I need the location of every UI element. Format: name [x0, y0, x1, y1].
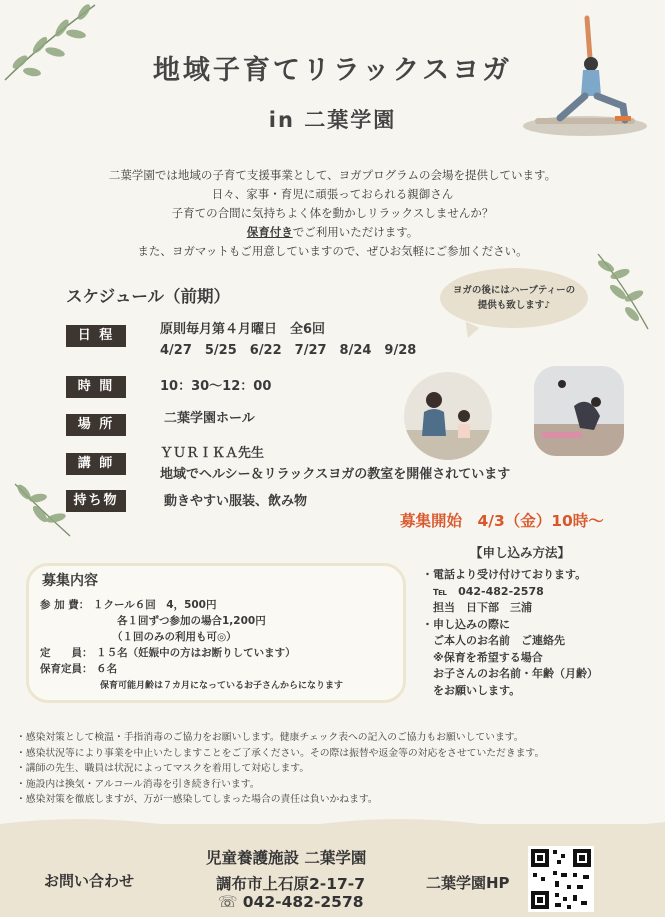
label-dates: 日 程	[66, 325, 126, 347]
intro-text	[40, 166, 625, 261]
intro-line-4-rest: でご利用いただけます。	[292, 225, 419, 239]
note-item: ・講師の先生、職員は状況によってマスクを着用して対応します。	[16, 763, 310, 774]
intro-line-2: 日々、家事・育児に頑張っておられる親御さん	[211, 187, 454, 201]
intro-line-3: 子育ての合間に気持ちよく体を動かしリラックスしませんか？	[171, 206, 494, 220]
footer-wave	[0, 814, 665, 834]
dates-list: 4/27 5/25 6/22 7/27 8/24 9/28	[160, 343, 417, 358]
instructor-name: ＹＵＲＩＫＡ先生	[160, 446, 265, 461]
intro-line-4	[40, 223, 625, 242]
apply-heading: 【申し込み方法】	[470, 545, 571, 560]
notes-list	[16, 730, 544, 808]
phone-row	[218, 893, 364, 911]
contact-label: お問い合わせ	[44, 872, 135, 890]
value-place: 二葉学園ホール	[164, 411, 255, 426]
label-instructor: 講 師	[66, 453, 126, 475]
intro-line-1: 二葉学園では地域の子育て支援事業として、ヨガプログラムの会場を提供しています。	[108, 168, 557, 182]
value-items: 動きやすい服装、飲み物	[164, 494, 308, 509]
apply-line-1: ・電話より受け付けております。	[422, 568, 587, 581]
org-name: 児童養護施設 二葉学園	[206, 849, 367, 867]
qr-code[interactable]	[528, 846, 594, 912]
note-item: ・施設内は換気・アルコール消毒を引き続き行います。	[16, 778, 260, 790]
capacity-label: 定 員：	[40, 647, 93, 659]
homepage-label: 二葉学園HP	[426, 874, 510, 892]
intro-line-5: また、ヨガマットもご用意していますので、ぜひお気軽にご参加ください。	[137, 244, 528, 258]
childcare-row	[40, 661, 117, 678]
value-dates	[160, 319, 416, 361]
apply-line-4: ・申し込みの際に	[422, 617, 510, 631]
apply-phone: ℡ 042-482-2578	[422, 584, 544, 598]
childcare-emphasis: 保育付き	[246, 225, 293, 239]
note-item: ・感染状況等により事業を中止いたしますことをご了承ください。その際は振替や返金等の対応をさせていただきます。	[16, 747, 545, 759]
dates-rule: 原則毎月第４月曜日 全6回	[160, 322, 326, 337]
fee-course: １クール６回 4，500円	[92, 599, 217, 611]
value-time: 10：30～12：00	[160, 379, 272, 394]
herbal-tea-bubble	[440, 268, 588, 328]
note-item: ・感染対策として検温・手指消毒のご協力をお願いします。健康チェック表への記入のご協力もお願いしています。	[16, 732, 524, 743]
label-time: 時 間	[66, 376, 126, 398]
fee-once: （１回のみの利用も可◎）	[112, 631, 237, 643]
schedule-heading: スケジュール（前期）	[66, 287, 231, 306]
apply-instructions	[422, 567, 598, 699]
childcare-label: 保育定員：	[40, 663, 93, 675]
leaf-decoration-right	[588, 244, 658, 334]
apply-line-6: ※保育を希望する場合	[422, 650, 543, 664]
childcare-note: 保育可能月齢は７カ月になっているお子さんからになります	[100, 681, 344, 691]
apply-line-5: ご本人のお名前 ご連絡先	[422, 634, 565, 647]
note-item: ・感染対策を徹底しますが、万が一感染してしまった場合の責任は負いかねます。	[16, 794, 378, 805]
recruit-start: 募集開始 4/3（金）10時～	[400, 512, 604, 530]
label-place: 場 所	[66, 414, 126, 436]
capacity-value: １５名（妊娠中の方はお断りしています）	[96, 647, 296, 659]
capacity-row	[40, 645, 296, 662]
childcare-value: ６名	[96, 663, 118, 675]
apply-line-7: お子さんのお名前・年齢（月齢）	[422, 667, 598, 680]
details-title: 募集内容	[42, 573, 98, 589]
org-phone[interactable]: 042-482-2578	[242, 893, 364, 911]
photo-parent-child	[404, 372, 492, 460]
fee-single: 各１回ずつ参加の場合1,200円	[117, 615, 266, 627]
instructor-desc: 地域でヘルシー＆リラックスヨガの教室を開催されています	[160, 467, 511, 482]
photo-yoga-class	[534, 366, 624, 456]
fee-label: 参 加 費：	[40, 599, 90, 611]
apply-contact-person: 担当 日下部 三浦	[422, 601, 532, 614]
page-subtitle: in 二葉学園	[268, 108, 397, 132]
org-address: 調布市上石原2-17-7	[216, 875, 366, 893]
bubble-line-2: 提供も致します♪	[477, 300, 551, 311]
apply-line-8: をお願いします。	[422, 683, 521, 697]
label-items: 持ち物	[66, 490, 126, 512]
page-title: 地域子育てリラックスヨガ	[152, 55, 513, 86]
leaf-decoration-left	[10, 474, 80, 544]
bubble-line-1: ヨガの後にはハーブティーの	[452, 285, 576, 296]
phone-icon: ☏	[218, 893, 238, 911]
fee-row	[40, 597, 216, 614]
